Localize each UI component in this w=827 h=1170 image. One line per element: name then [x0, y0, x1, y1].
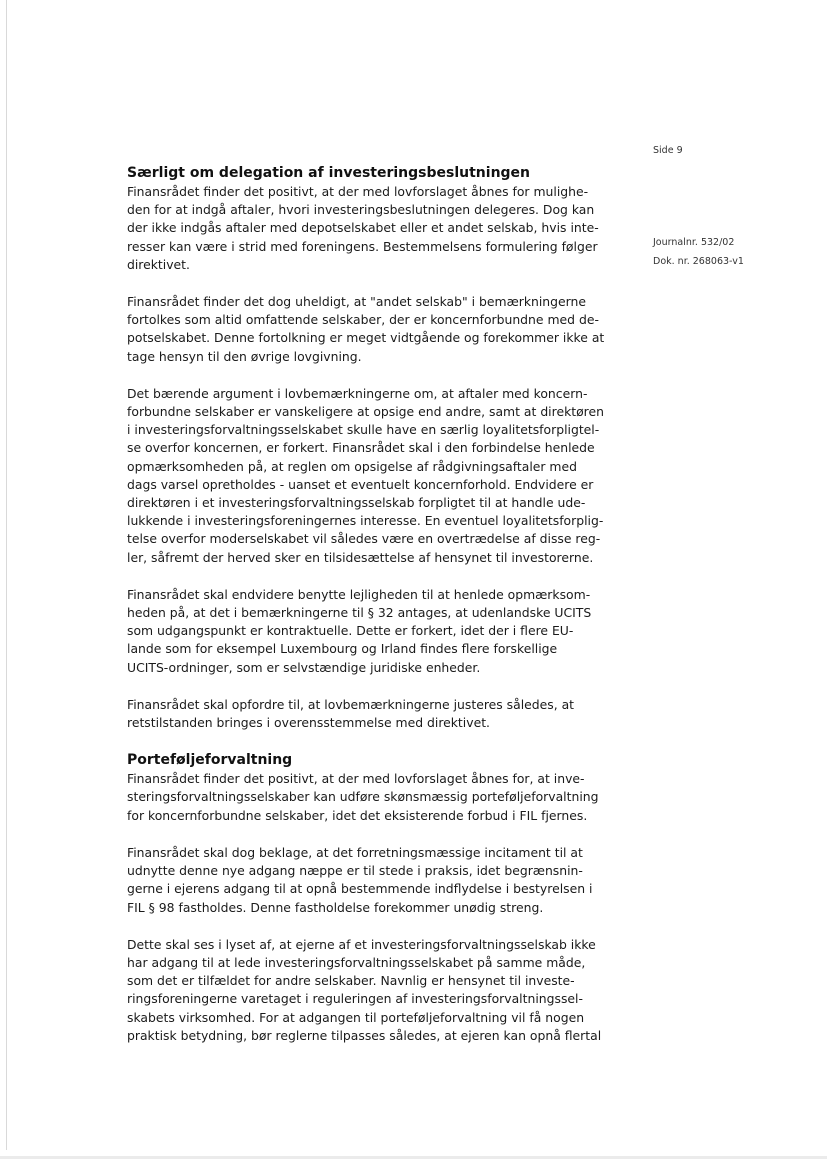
paragraph-line: steringsforvaltningsselskaber kan udføre skønsmæssig porteføljeforvaltning — [127, 789, 599, 805]
paragraph-line: ler, såfremt der herved sker en tilsidesættelse af hensynet til investorerne. — [127, 549, 594, 565]
paragraph-line: Finansrådet finder det positivt, at der med lovforslaget åbnes for mulighe- — [127, 184, 589, 199]
paragraph — [127, 770, 617, 825]
paragraph-line: lande som for eksempel Luxembourg og Irland findes flere forskellige — [127, 641, 558, 657]
paragraph-line: den for at indgå aftaler, hvori investeringsbeslutningen delegeres. Dog kan — [127, 202, 595, 218]
paragraph-line: heden på, at det i bemærkningerne til § 32 antages, at udenlandske UCITS — [127, 605, 592, 621]
paragraph-line: FIL § 98 fastholdes. Denne fastholdelse forekommer unødig streng. — [127, 899, 544, 915]
section-heading: Porteføljeforvaltning — [127, 752, 293, 769]
paragraph-line: retstilstanden bringes i overensstemmelse med direktivet. — [127, 715, 490, 731]
paragraph-line: udnytte denne nye adgang næppe er til stede i praksis, idet begrænsnin- — [127, 863, 583, 879]
paragraph-line: har adgang til at lede investeringsforvaltningsselskabet på samme måde, — [127, 954, 586, 970]
paragraph — [127, 293, 617, 366]
paragraph-line: direktøren i et investeringsforvaltningsselskab forpligtet til at handle ude- — [127, 495, 586, 511]
paragraph — [127, 183, 617, 274]
document-body — [127, 163, 617, 1045]
paragraph — [127, 385, 617, 567]
paragraph-line: Finansrådet finder det dog uheldigt, at "andet selskab" i bemærkningerne — [127, 294, 587, 310]
paragraph — [127, 696, 617, 732]
paragraph-line: Det bærende argument i lovbemærkningerne om, at aftaler med koncern- — [127, 385, 588, 401]
paragraph-line: direktivet. — [127, 256, 190, 272]
paragraph-line: potselskabet. Denne fortolkning er meget vidtgående og forekommer ikke at — [127, 330, 605, 346]
paragraph-line: som udgangspunkt er kontraktuelle. Dette er forkert, idet der i flere EU- — [127, 623, 574, 639]
scan-bottom-edge — [0, 1156, 827, 1159]
paragraph — [127, 586, 617, 677]
paragraph-line: Finansrådet skal dog beklage, at det forretningsmæssige incitament til at — [127, 844, 583, 860]
scan-left-edge — [6, 0, 7, 1150]
paragraph-line: der ikke indgås aftaler med depotselskabet eller et andet selskab, hvis inte- — [127, 220, 599, 236]
paragraph-line: lukkende i investeringsforeningernes interesse. En eventuel loyalitetsforplig- — [127, 513, 604, 529]
paragraph-line: resser kan være i strid med foreningens. Bestemmelsens formulering følger — [127, 238, 598, 254]
paragraph-line: gerne i ejerens adgang til at opnå bestemmende indflydelse i bestyrelsen i — [127, 881, 593, 897]
paragraph-line: UCITS-ordninger, som er selvstændige juridiske enheder. — [127, 659, 481, 675]
paragraph-line: Finansrådet skal opfordre til, at lovbemærkningerne justeres således, at — [127, 696, 575, 712]
paragraph-line: se overfor koncernen, er forkert. Finansrådet skal i den forbindelse henlede — [127, 440, 595, 456]
paragraph-line: som det er tilfældet for andre selskaber. Navnlig er hensynet til investe- — [127, 973, 575, 989]
paragraph-line: fortolkes som altid omfattende selskaber, der er koncernforbundne med de- — [127, 312, 599, 328]
paragraph-line: ringsforeningerne varetaget i reguleringen af investeringsforvaltningssel- — [127, 991, 583, 1007]
paragraph-line: dags varsel opretholdes - uanset et eventuelt koncernforhold. Endvidere er — [127, 476, 594, 492]
paragraph-line: forbundne selskaber er vanskeligere at opsige end andre, samt at direktøren — [127, 404, 604, 420]
journal-number: Journalnr. 532/02 — [653, 237, 735, 248]
paragraph-line: praktisk betydning, bør reglerne tilpasses således, at ejeren kan opnå flertal — [127, 1027, 602, 1043]
paragraph — [127, 936, 617, 1045]
paragraph-line: Finansrådet skal endvidere benytte lejligheden til at henlede opmærksom- — [127, 586, 591, 602]
paragraph-line: tage hensyn til den øvrige lovgivning. — [127, 348, 362, 364]
paragraph-line: skabets virksomhed. For at adgangen til porteføljeforvaltning vil få nogen — [127, 1009, 585, 1025]
paragraph-line: telse overfor moderselskabet vil således være en overtrædelse af disse reg- — [127, 531, 601, 547]
paragraph-line: Finansrådet finder det positivt, at der med lovforslaget åbnes for, at inve- — [127, 771, 585, 787]
paragraph — [127, 844, 617, 917]
page-number: Side 9 — [653, 145, 683, 156]
paragraph-line: for koncernforbundne selskaber, idet det eksisterende forbud i FIL fjernes. — [127, 807, 588, 823]
section-heading: Særligt om delegation af investeringsbeslutningen — [127, 165, 531, 181]
document-number: Dok. nr. 268063-v1 — [653, 256, 744, 267]
paragraph-line: opmærksomheden på, at reglen om opsigelse af rådgivningsaftaler med — [127, 458, 577, 474]
paragraph-line: Dette skal ses i lyset af, at ejerne af et investeringsforvaltningsselskab ikke — [127, 936, 596, 952]
paragraph-line: i investeringsforvaltningsselskabet skulle have en særlig loyalitetsforpligtel- — [127, 422, 600, 438]
